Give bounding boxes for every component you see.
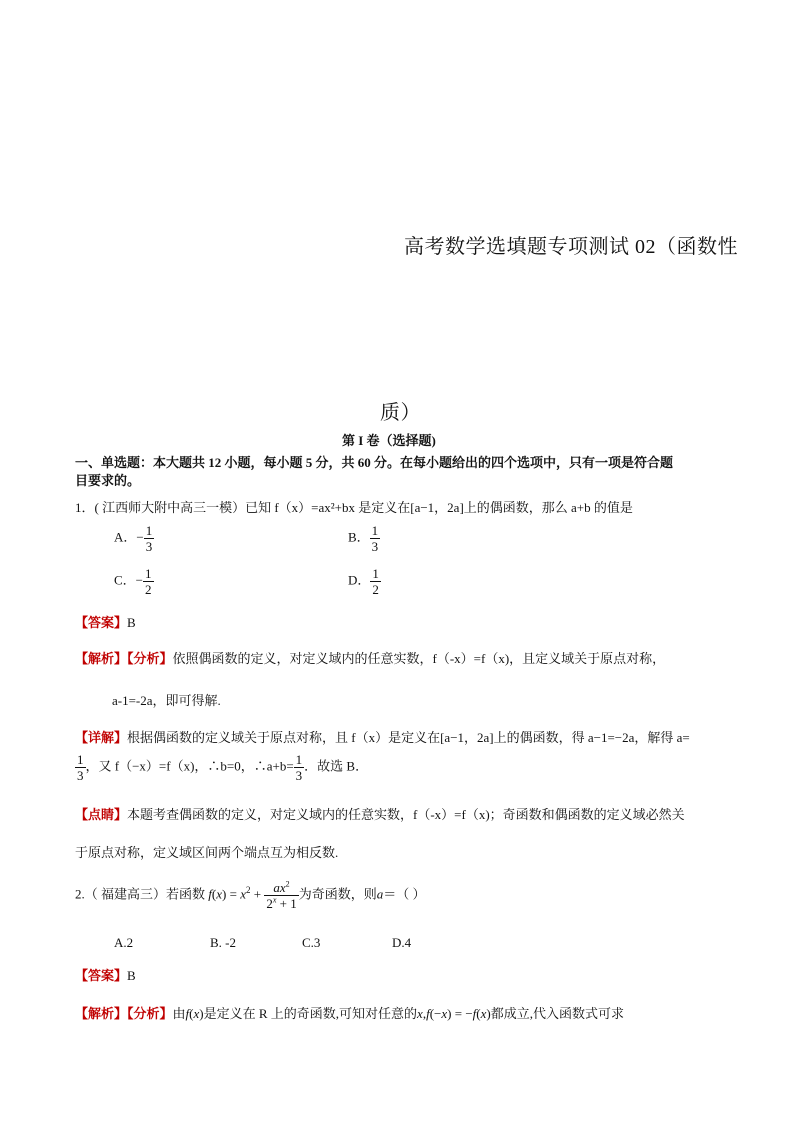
option-label: D． bbox=[348, 572, 371, 588]
answer-tag: 【答案】 bbox=[75, 615, 128, 630]
detail-fraction-a bbox=[75, 752, 86, 783]
option-fraction bbox=[143, 566, 154, 597]
q1-comment-line1 bbox=[75, 804, 685, 823]
fraction-numerator: 1 bbox=[145, 566, 152, 581]
fraction-numerator: 1 bbox=[77, 752, 84, 767]
q2-option-d: D.4 bbox=[392, 935, 412, 950]
analysis-tag: 【解析】【分析】 bbox=[75, 1006, 173, 1021]
detail-text: ，又 f（−x）=f（x)，∴b=0，∴a+b= bbox=[85, 758, 294, 774]
q2-fx: f bbox=[185, 1006, 190, 1021]
page-title-line2: 质） bbox=[380, 402, 421, 424]
q1-analysis-line1 bbox=[75, 648, 665, 667]
fraction-denominator: 3 bbox=[77, 768, 84, 783]
var-x: x bbox=[417, 1006, 423, 1021]
q2-stem-text: ＝（ ） bbox=[383, 886, 426, 902]
var-x: x bbox=[240, 886, 246, 902]
q1-detail-line2 bbox=[75, 752, 368, 783]
fraction-numerator: 1 bbox=[371, 523, 379, 538]
fraction-numerator: $ax^2$ bbox=[264, 880, 298, 896]
fraction-numerator: 1 bbox=[372, 566, 379, 581]
detail-text: ．故选 B． bbox=[304, 758, 369, 774]
volume-heading: 第 I 卷（选择题) bbox=[342, 433, 436, 448]
var-x: x bbox=[441, 1006, 448, 1021]
analysis-text: , bbox=[422, 1006, 427, 1021]
q1-option-c bbox=[114, 566, 154, 597]
option-label: A． bbox=[114, 529, 137, 545]
q1-stem: 1．( 江西师大附中高三一模）已知 f（x）=ax²+bx 是定义在[a−1，2a]上的偶函数，那么 a+b 的值是 bbox=[75, 500, 633, 515]
comment-text: 本题考查偶函数的定义，对定义域内的任意实数，f（-x）=f（x)；奇函数和偶函数的定义域必然关 bbox=[127, 807, 685, 822]
fraction-numerator: 1 bbox=[145, 523, 153, 538]
q1-answer bbox=[75, 612, 136, 631]
option-sign: − bbox=[136, 529, 144, 545]
q2-option-a: A.2 bbox=[114, 935, 134, 950]
option-label: C． bbox=[114, 572, 136, 588]
q1-analysis-line2: a-1=-2a，即可得解. bbox=[112, 693, 221, 708]
section-instruction-line2: 目要求的。 bbox=[75, 473, 141, 488]
exponent: 2 bbox=[245, 885, 251, 896]
fraction-denominator: 3 bbox=[371, 539, 379, 554]
q2-option-c: C.3 bbox=[302, 935, 321, 950]
option-fraction bbox=[370, 523, 381, 554]
analysis-text: 都成立,代入函数式可求 bbox=[490, 1006, 625, 1021]
q1-detail-line1 bbox=[75, 727, 690, 746]
q1-comment-line2: 于原点对称，定义域区间两个端点互为相反数. bbox=[75, 845, 339, 860]
page-title-line1: 高考数学选填题专项测试 02（函数性 bbox=[404, 236, 738, 258]
q2-formula-fraction bbox=[264, 880, 298, 911]
analysis-text: 是定义在 R 上的奇函数,可知对任意的 bbox=[203, 1006, 418, 1021]
detail-fraction-b bbox=[294, 752, 305, 783]
q2-analysis-line1: 【解析】【分析】由f(x)是定义在 R 上的奇函数,可知对任意的x,f(−x) = −f(x)都成立,代入函数式可求 bbox=[75, 1006, 625, 1021]
fraction-denominator: 3 bbox=[295, 768, 303, 783]
q2-stem-text: 为奇函数，则 bbox=[298, 886, 377, 902]
detail-text: 根据偶函数的定义域关于原点对称，且 f（x）是定义在[a−1，2a]上的偶函数，得 a−1=−2a，解得 a= bbox=[127, 730, 690, 745]
option-fraction bbox=[370, 566, 381, 597]
analysis-text: 由 bbox=[172, 1006, 186, 1021]
analysis-tag: 【解析】【分析】 bbox=[75, 651, 173, 666]
var-x: x bbox=[193, 1006, 200, 1021]
option-sign: − bbox=[135, 572, 144, 588]
q2-option-b: B. -2 bbox=[210, 935, 236, 950]
var-x: x bbox=[480, 1006, 487, 1021]
answer-value: B bbox=[127, 615, 136, 630]
q1-option-d bbox=[348, 566, 381, 597]
answer-tag: 【答案】 bbox=[75, 968, 128, 983]
fraction-denominator: 2 bbox=[145, 582, 152, 597]
answer-value: B bbox=[127, 968, 136, 983]
q2-stem-text: 2.（ 福建高三）若函数 bbox=[75, 886, 206, 902]
q1-option-b bbox=[348, 523, 380, 554]
var-x: x bbox=[216, 886, 223, 902]
option-fraction bbox=[144, 523, 155, 554]
q2-odd-formula: f bbox=[426, 1006, 430, 1021]
section-instruction-line1: 一、单选题：本大题共 12 小题，每小题 5 分，共 60 分。在每小题给出的四个选项中，只有一项是符合题 bbox=[75, 455, 674, 470]
q2-stem: 2.（ 福建高三）若函数 $f(x) = x^2$ + $\frac{ax^2}{2^x + 1}$ 为奇函数，则a＝（ ） bbox=[75, 879, 426, 911]
q1-option-a bbox=[114, 523, 154, 554]
q2-answer bbox=[75, 965, 136, 984]
comment-tag: 【点睛】 bbox=[75, 807, 128, 822]
fraction-denominator: 2 bbox=[372, 582, 379, 597]
var-f: f bbox=[472, 1006, 477, 1021]
option-label: B． bbox=[348, 529, 370, 545]
fraction-denominator: $2^x + 1$ bbox=[266, 895, 297, 911]
q2-formula: f bbox=[208, 886, 212, 902]
fraction-denominator: 3 bbox=[145, 539, 153, 554]
var-a: a bbox=[376, 886, 384, 902]
detail-tag: 【详解】 bbox=[75, 730, 128, 745]
analysis-text: 依照偶函数的定义，对定义域内的任意实数，f（-x）=f（x)，且定义域关于原点对称， bbox=[172, 651, 666, 666]
fraction-numerator: 1 bbox=[295, 752, 303, 767]
